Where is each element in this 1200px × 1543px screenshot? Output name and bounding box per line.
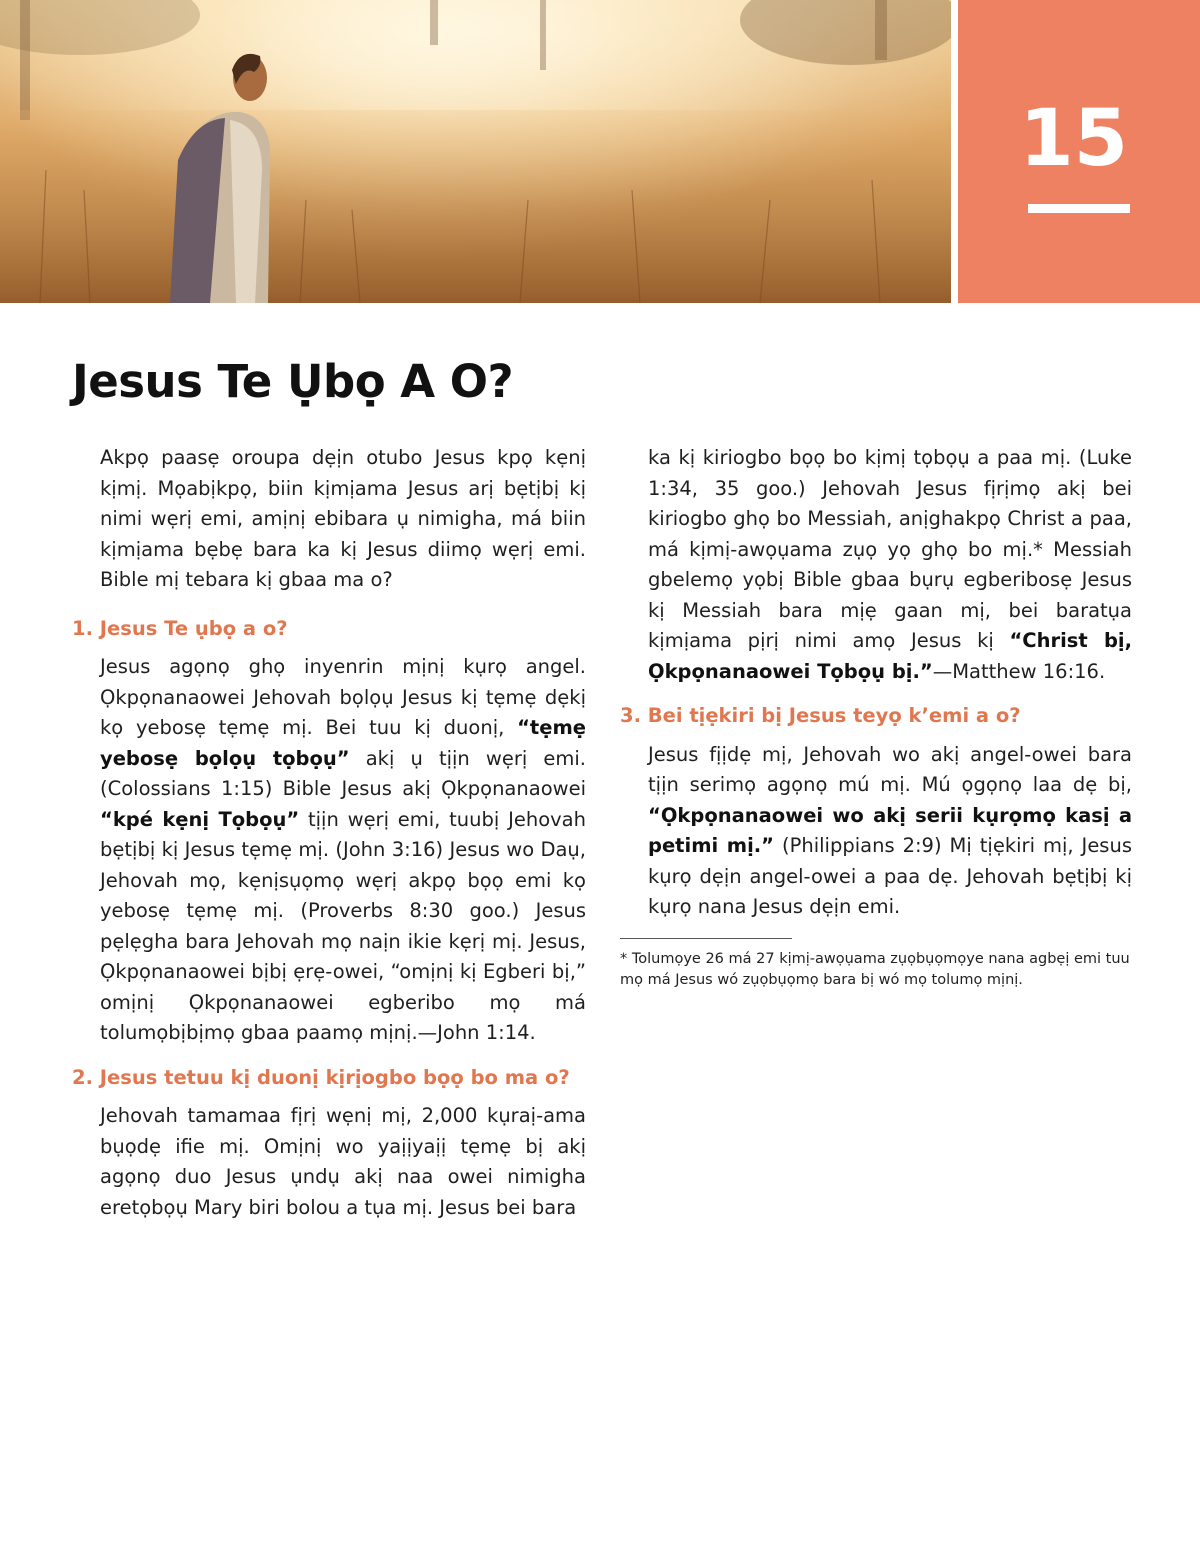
intro-paragraph: Akpọ paasẹ oroupa dẹịn otubo Jesus kpọ kẹnị kịmị. Mọabịkpọ, biin kịmịama Jesus arị bẹtịbị kị nimi wẹrị emi, amịnị ebibara ụ nimigha, má biin kịmịama bẹbẹ bara ka kị Jesus diimọ wẹrị emi. Bible mị tebara kị gbaa ma o? (100, 446, 586, 591)
answer-1-paragraph (72, 652, 586, 1049)
answer-1-text-b: akị ụ tịịn wẹrị emi. (Colossians 1:15) Bible Jesus akị Ọkpọnanaowei (100, 746, 586, 800)
answer-3-bold-a: “Ọkpọnanaowei wo akị serii kụrọmọ kasị a petimi mị.” (648, 803, 1132, 857)
answer-2-paragraph: Jehovah tamamaa fịrị wẹnị mị, 2,000 kụraị-ama bụọdẹ ifie mị. Omịnị wo yaịịyaịị tẹmẹ bị akị agọnọ duo Jesus ụndụ akị naa owei nimigha eretọbọụ Mary biri bolou a tụa mị. Jesus bei bara (100, 1104, 586, 1219)
chapter-number-box (958, 0, 1200, 303)
chapter-underline (1028, 204, 1130, 213)
question-2-heading: 2. Jesus tetuu kị duonị kịrịogbo bọọ bo ma o? (72, 1065, 570, 1089)
question-1-heading: 1. Jesus Te ụbọ a o? (72, 616, 288, 640)
answer-3-text-a: Jesus fịịdẹ mị, Jehovah wo akị angel-owei bara tịịn serimọ agọnọ mú mị. Mú ọgọnọ laa dẹ bị, (648, 742, 1132, 796)
answer-3-paragraph (620, 740, 1132, 923)
hero-photo (0, 0, 951, 303)
answer-2-text-a: ka kị kiriogbo bọọ bo kịmị tọbọụ a paa mị. (Luke 1:34, 35 goo.) Jehovah Jesus fịrịmọ akị bei kiriogbo ghọ bo Messiah, anịghakpọ Christ a paa, má kịmị-awọụama zụọ yọ ghọ bo mị.* Messiah gbelemọ yọbị Bible gbaa bụrụ egberibosẹ Jesus kị Messiah bara mịẹ gaan mị, bei baratụa kịmịama pịrị nimi amọ Jesus kị (648, 446, 1132, 652)
answer-1-text-a: Jesus agọnọ ghọ inyenrin mịnị kụrọ angel. Ọkpọnanaowei Jehovah bọlọụ Jesus kị tẹmẹ dẹkị kọ yebosẹ tẹmẹ mị. Bei tuu kị duonị, (100, 655, 586, 739)
question-3-heading: 3. Bei tịẹkiri bị Jesus teyọ k’emi a o? (620, 704, 1021, 727)
meadow-figure-illustration (0, 0, 951, 303)
answer-1-text-c: tịịn wẹrị emi, tuubị Jehovah bẹtịbị kị Jesus tẹmẹ mị. (John 3:16) Jesus wo Daụ, Jehovah mọ, kẹnịsụọmọ wẹrị akpọ bọọ emi kọ yebosẹ tẹmẹ mị. (Proverbs 8:30 goo.) Jesus pẹlẹgha bara Jehovah mọ naịn ikie kẹrị mị. Jesus, Ọkpọnanaowei bịbị ẹrẹ-owei, “omịnị kị Egberi bị,” omịnị Ọkpọnanaowei egberibo mọ má tolumọbịbịmọ gbaa paamọ mịnị.—John 1:14. (100, 807, 586, 1044)
answer-1-bold-a: “tẹmẹ yebosẹ bọlọụ tọbọụ” (100, 716, 586, 770)
answer-2-bold-a: “Christ bị, Ọkpọnanaowei Tọbọụ bị.” (648, 629, 1132, 683)
footnote-divider (620, 938, 792, 939)
page-title: Jesus Te Ụbọ A O? (72, 355, 514, 408)
chapter-number: 15 (1019, 94, 1128, 184)
answer-2-continued (620, 443, 1132, 687)
right-column (620, 443, 1132, 991)
answer-2-text-b: —Matthew 16:16. (932, 659, 1106, 683)
footnote: * Tolumọye 26 má 27 kịmị-awọụama zụọbụọmọye nana agbẹị emi tuu mọ má Jesus wó zụọbụọmọ bara bị wó mọ tolumọ mịnị. (620, 950, 1130, 988)
answer-1-bold-b: “kpé kẹnị Tọbọụ” (100, 807, 300, 831)
answer-3-text-b: (Philippians 2:9) Mị tịẹkiri mị, Jesus kụrọ dẹịn angel-owei a paa dẹ. Jehovah bẹtịbị kị kụrọ nana Jesus dẹịn emi. (648, 834, 1132, 918)
left-column (72, 443, 586, 1223)
